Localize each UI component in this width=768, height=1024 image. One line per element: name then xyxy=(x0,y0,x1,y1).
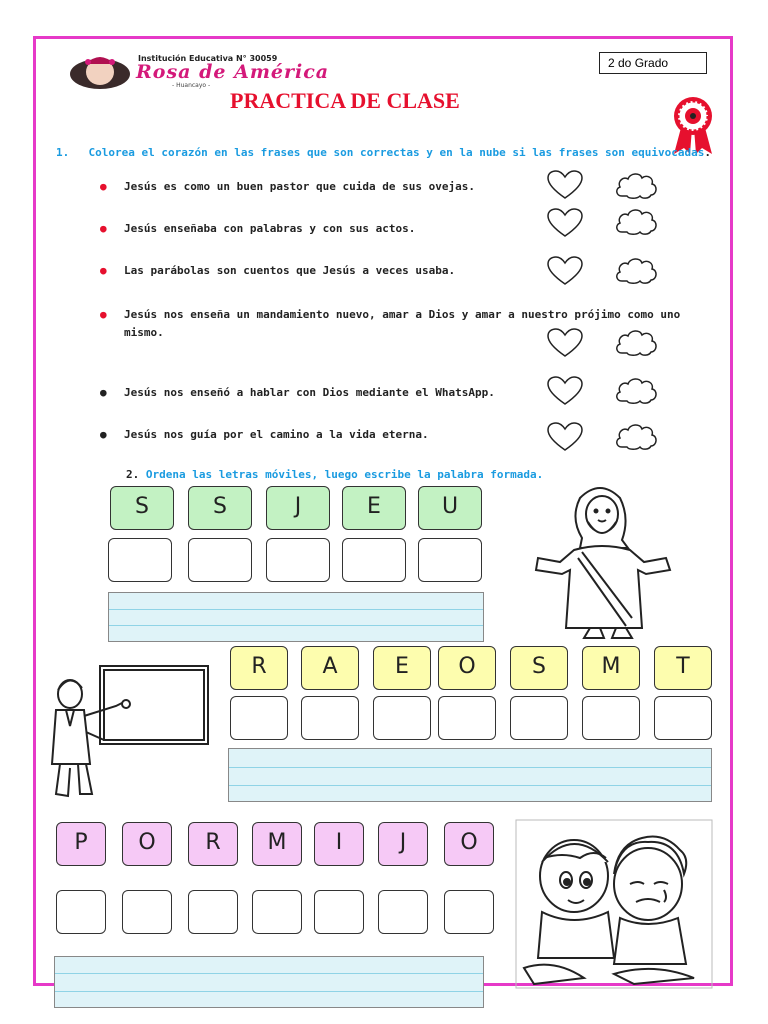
letter-tile[interactable]: R xyxy=(188,822,238,866)
letter-tile[interactable]: J xyxy=(266,486,330,530)
letter-tile[interactable]: A xyxy=(301,646,359,690)
bullet-icon: ● xyxy=(100,308,107,321)
heart-icon[interactable] xyxy=(546,376,584,406)
answer-box[interactable] xyxy=(510,696,568,740)
heart-icon[interactable] xyxy=(546,170,584,200)
page-title: PRACTICA DE CLASE xyxy=(230,88,460,113)
teacher-illustration xyxy=(46,664,212,800)
answer-box[interactable] xyxy=(266,538,330,582)
bullet-icon: ● xyxy=(100,180,107,193)
answer-box[interactable] xyxy=(188,890,238,934)
letter-tile[interactable]: U xyxy=(418,486,482,530)
statement-4 xyxy=(100,306,700,342)
answer-box[interactable] xyxy=(252,890,302,934)
jesus-illustration xyxy=(520,478,682,642)
letter-tile[interactable]: O xyxy=(438,646,496,690)
letter-tile[interactable]: M xyxy=(582,646,640,690)
letter-tile[interactable]: O xyxy=(122,822,172,866)
instruction-1-period: . xyxy=(704,146,712,159)
statement-text: Jesús nos enseñó a hablar con Dios mediante el WhatsApp. xyxy=(124,386,495,399)
heart-icon[interactable] xyxy=(546,208,584,238)
cloud-icon[interactable] xyxy=(614,255,658,285)
instruction-1-text: Colorea el corazón en las frases que son correctas y en la nube si las frases son equivocadas xyxy=(88,146,705,159)
cloud-icon[interactable] xyxy=(614,421,658,451)
letter-tile[interactable]: E xyxy=(373,646,431,690)
logo-city: - Huancayo - xyxy=(172,82,211,89)
writing-lines[interactable] xyxy=(228,748,712,802)
answer-box[interactable] xyxy=(373,696,431,740)
letter-tile[interactable]: J xyxy=(378,822,428,866)
bullet-icon: ● xyxy=(100,428,107,441)
instruction-1 xyxy=(56,146,711,159)
answer-box[interactable] xyxy=(314,890,364,934)
logo-school-number: Institución Educativa N° 30059 xyxy=(138,54,278,63)
statement-text: Jesús nos guía por el camino a la vida eterna. xyxy=(124,428,429,441)
answer-box[interactable] xyxy=(56,890,106,934)
answer-box[interactable] xyxy=(378,890,428,934)
answer-box[interactable] xyxy=(418,538,482,582)
answer-box[interactable] xyxy=(438,696,496,740)
logo-school-name: Rosa de América xyxy=(136,61,330,83)
answer-box[interactable] xyxy=(108,538,172,582)
letter-tile[interactable]: T xyxy=(654,646,712,690)
statement-text: Jesús nos enseña un mandamiento nuevo, amar a Dios y amar a nuestro prójimo como uno mismo. xyxy=(124,308,681,339)
letter-tile[interactable]: E xyxy=(342,486,406,530)
letter-tile[interactable]: M xyxy=(252,822,302,866)
statement-2 xyxy=(100,220,700,238)
answer-box[interactable] xyxy=(654,696,712,740)
answer-box[interactable] xyxy=(188,538,252,582)
heart-icon[interactable] xyxy=(546,256,584,286)
letter-tile[interactable]: S xyxy=(110,486,174,530)
answer-box[interactable] xyxy=(582,696,640,740)
answer-box[interactable] xyxy=(122,890,172,934)
cloud-icon[interactable] xyxy=(614,375,658,405)
children-illustration xyxy=(514,818,714,990)
instruction-1-number: 1. xyxy=(56,146,70,159)
letter-tile[interactable]: P xyxy=(56,822,106,866)
bullet-icon: ● xyxy=(100,264,107,277)
letter-tile[interactable]: R xyxy=(230,646,288,690)
writing-lines[interactable] xyxy=(54,956,484,1008)
statement-6 xyxy=(100,426,700,444)
instruction-2-number: 2. xyxy=(126,468,140,481)
cloud-icon[interactable] xyxy=(614,170,658,200)
instruction-2 xyxy=(126,468,543,481)
statement-5 xyxy=(100,384,700,402)
statement-text: Jesús es como un buen pastor que cuida de sus ovejas. xyxy=(124,180,475,193)
grade-box: 2 do Grado xyxy=(599,52,707,74)
heart-icon[interactable] xyxy=(546,328,584,358)
statement-3 xyxy=(100,262,700,280)
instruction-2-text: Ordena las letras móviles, luego escribe la palabra formada. xyxy=(145,468,544,481)
answer-box[interactable] xyxy=(301,696,359,740)
letter-tile[interactable]: O xyxy=(444,822,494,866)
cloud-icon[interactable] xyxy=(614,206,658,236)
answer-box[interactable] xyxy=(342,538,406,582)
writing-lines[interactable] xyxy=(108,592,484,642)
heart-icon[interactable] xyxy=(546,422,584,452)
bullet-icon: ● xyxy=(100,222,107,235)
answer-box[interactable] xyxy=(444,890,494,934)
bullet-icon: ● xyxy=(100,386,107,399)
letter-tile[interactable]: S xyxy=(188,486,252,530)
statement-1 xyxy=(100,178,700,196)
letter-tile[interactable]: I xyxy=(314,822,364,866)
letter-tile[interactable]: S xyxy=(510,646,568,690)
statement-text: Las parábolas son cuentos que Jesús a veces usaba. xyxy=(124,264,456,277)
answer-box[interactable] xyxy=(230,696,288,740)
statement-text: Jesús enseñaba con palabras y con sus actos. xyxy=(124,222,416,235)
cloud-icon[interactable] xyxy=(614,327,658,357)
